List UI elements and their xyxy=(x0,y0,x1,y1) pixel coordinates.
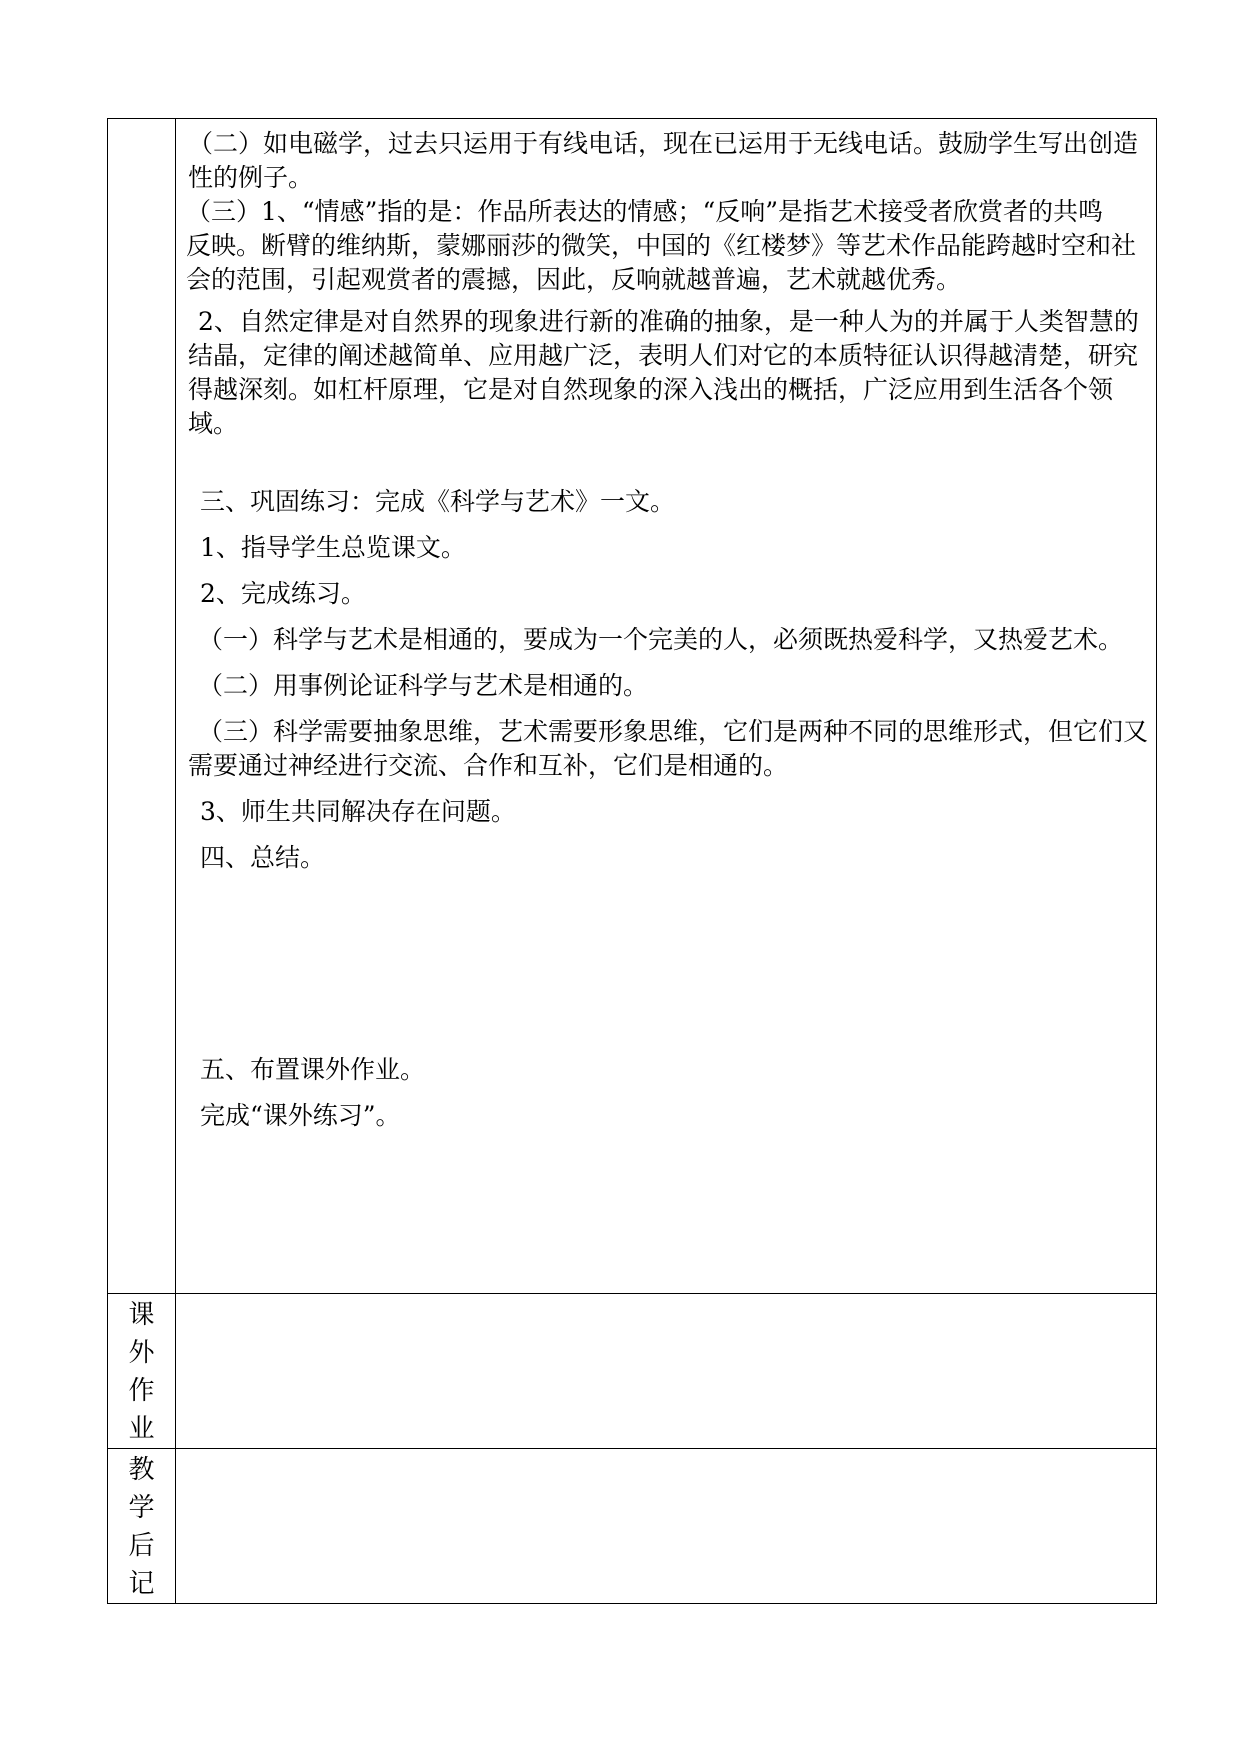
answer-two: （二）用事例论证科学与艺术是相通的。 xyxy=(198,671,649,700)
heading-consolidation-practice: 三、巩固练习：完成《科学与艺术》一文。 xyxy=(200,487,676,516)
heading-assign-homework: 五、布置课外作业。 xyxy=(200,1055,426,1084)
lesson-content-cell xyxy=(176,119,1157,1294)
homework-label-char: 业 xyxy=(128,1414,155,1444)
paragraph-electromagnetism: （二）如电磁学，过去只运用于有线电话，现在已运用于无线电话。鼓励学生写出创造性的例子。 xyxy=(188,129,1139,192)
reflection-content-cell xyxy=(176,1449,1157,1604)
reflection-label xyxy=(108,1449,176,1604)
reflection-label-char: 教 xyxy=(128,1455,155,1485)
reflection-label-char: 后 xyxy=(128,1531,155,1561)
homework-label-char: 课 xyxy=(128,1300,155,1330)
paragraph-natural-law: 2、自然定律是对自然界的现象进行新的准确的抽象，是一种人为的并属于人类智慧的结晶，定律的阐述越简单、应用越广泛，表明人们对它的本质特征认识得越清楚，研究得越深刻。如杠杆原理，它是对自然现象的深入浅出的概括，广泛应用到生活各个领域。 xyxy=(188,307,1139,438)
content-row xyxy=(108,119,1157,1294)
homework-label-char: 外 xyxy=(128,1338,155,1368)
lesson-plan-table xyxy=(107,118,1157,1604)
homework-instruction: 完成“课外练习”。 xyxy=(200,1101,401,1130)
reflection-label-char: 学 xyxy=(128,1493,155,1523)
content-row-label-cell xyxy=(108,119,176,1294)
reflection-label-char: 记 xyxy=(128,1569,155,1599)
answer-one: （一）科学与艺术是相通的，要成为一个完美的人，必须既热爱科学，又热爱艺术。 xyxy=(198,625,1124,654)
homework-label-char: 作 xyxy=(128,1376,155,1406)
step-solve-problems: 3、师生共同解决存在问题。 xyxy=(200,797,516,826)
step-complete-exercise: 2、完成练习。 xyxy=(200,579,366,608)
homework-label xyxy=(108,1294,176,1449)
homework-content-cell xyxy=(176,1294,1157,1449)
answer-three: （三）科学需要抽象思维，艺术需要形象思维，它们是两种不同的思维形式，但它们又需要通过神经进行交流、合作和互补，它们是相通的。 xyxy=(188,717,1149,780)
reflection-row xyxy=(108,1449,1157,1604)
step-guide-overview: 1、指导学生总览课文。 xyxy=(200,533,466,562)
homework-row xyxy=(108,1294,1157,1449)
heading-summary: 四、总结。 xyxy=(200,843,326,872)
paragraph-emotion-response: （三）1、“情感”指的是：作品所表达的情感；“反响”是指艺术接受者欣赏者的共鸣 反映。断臂的维纳斯，蒙娜丽莎的微笑，中国的《红楼梦》等艺术作品能跨越时空和社会的范围，引起观赏者的震撼，因此，反响就越普遍，艺术就越优秀。 xyxy=(186,197,1137,294)
